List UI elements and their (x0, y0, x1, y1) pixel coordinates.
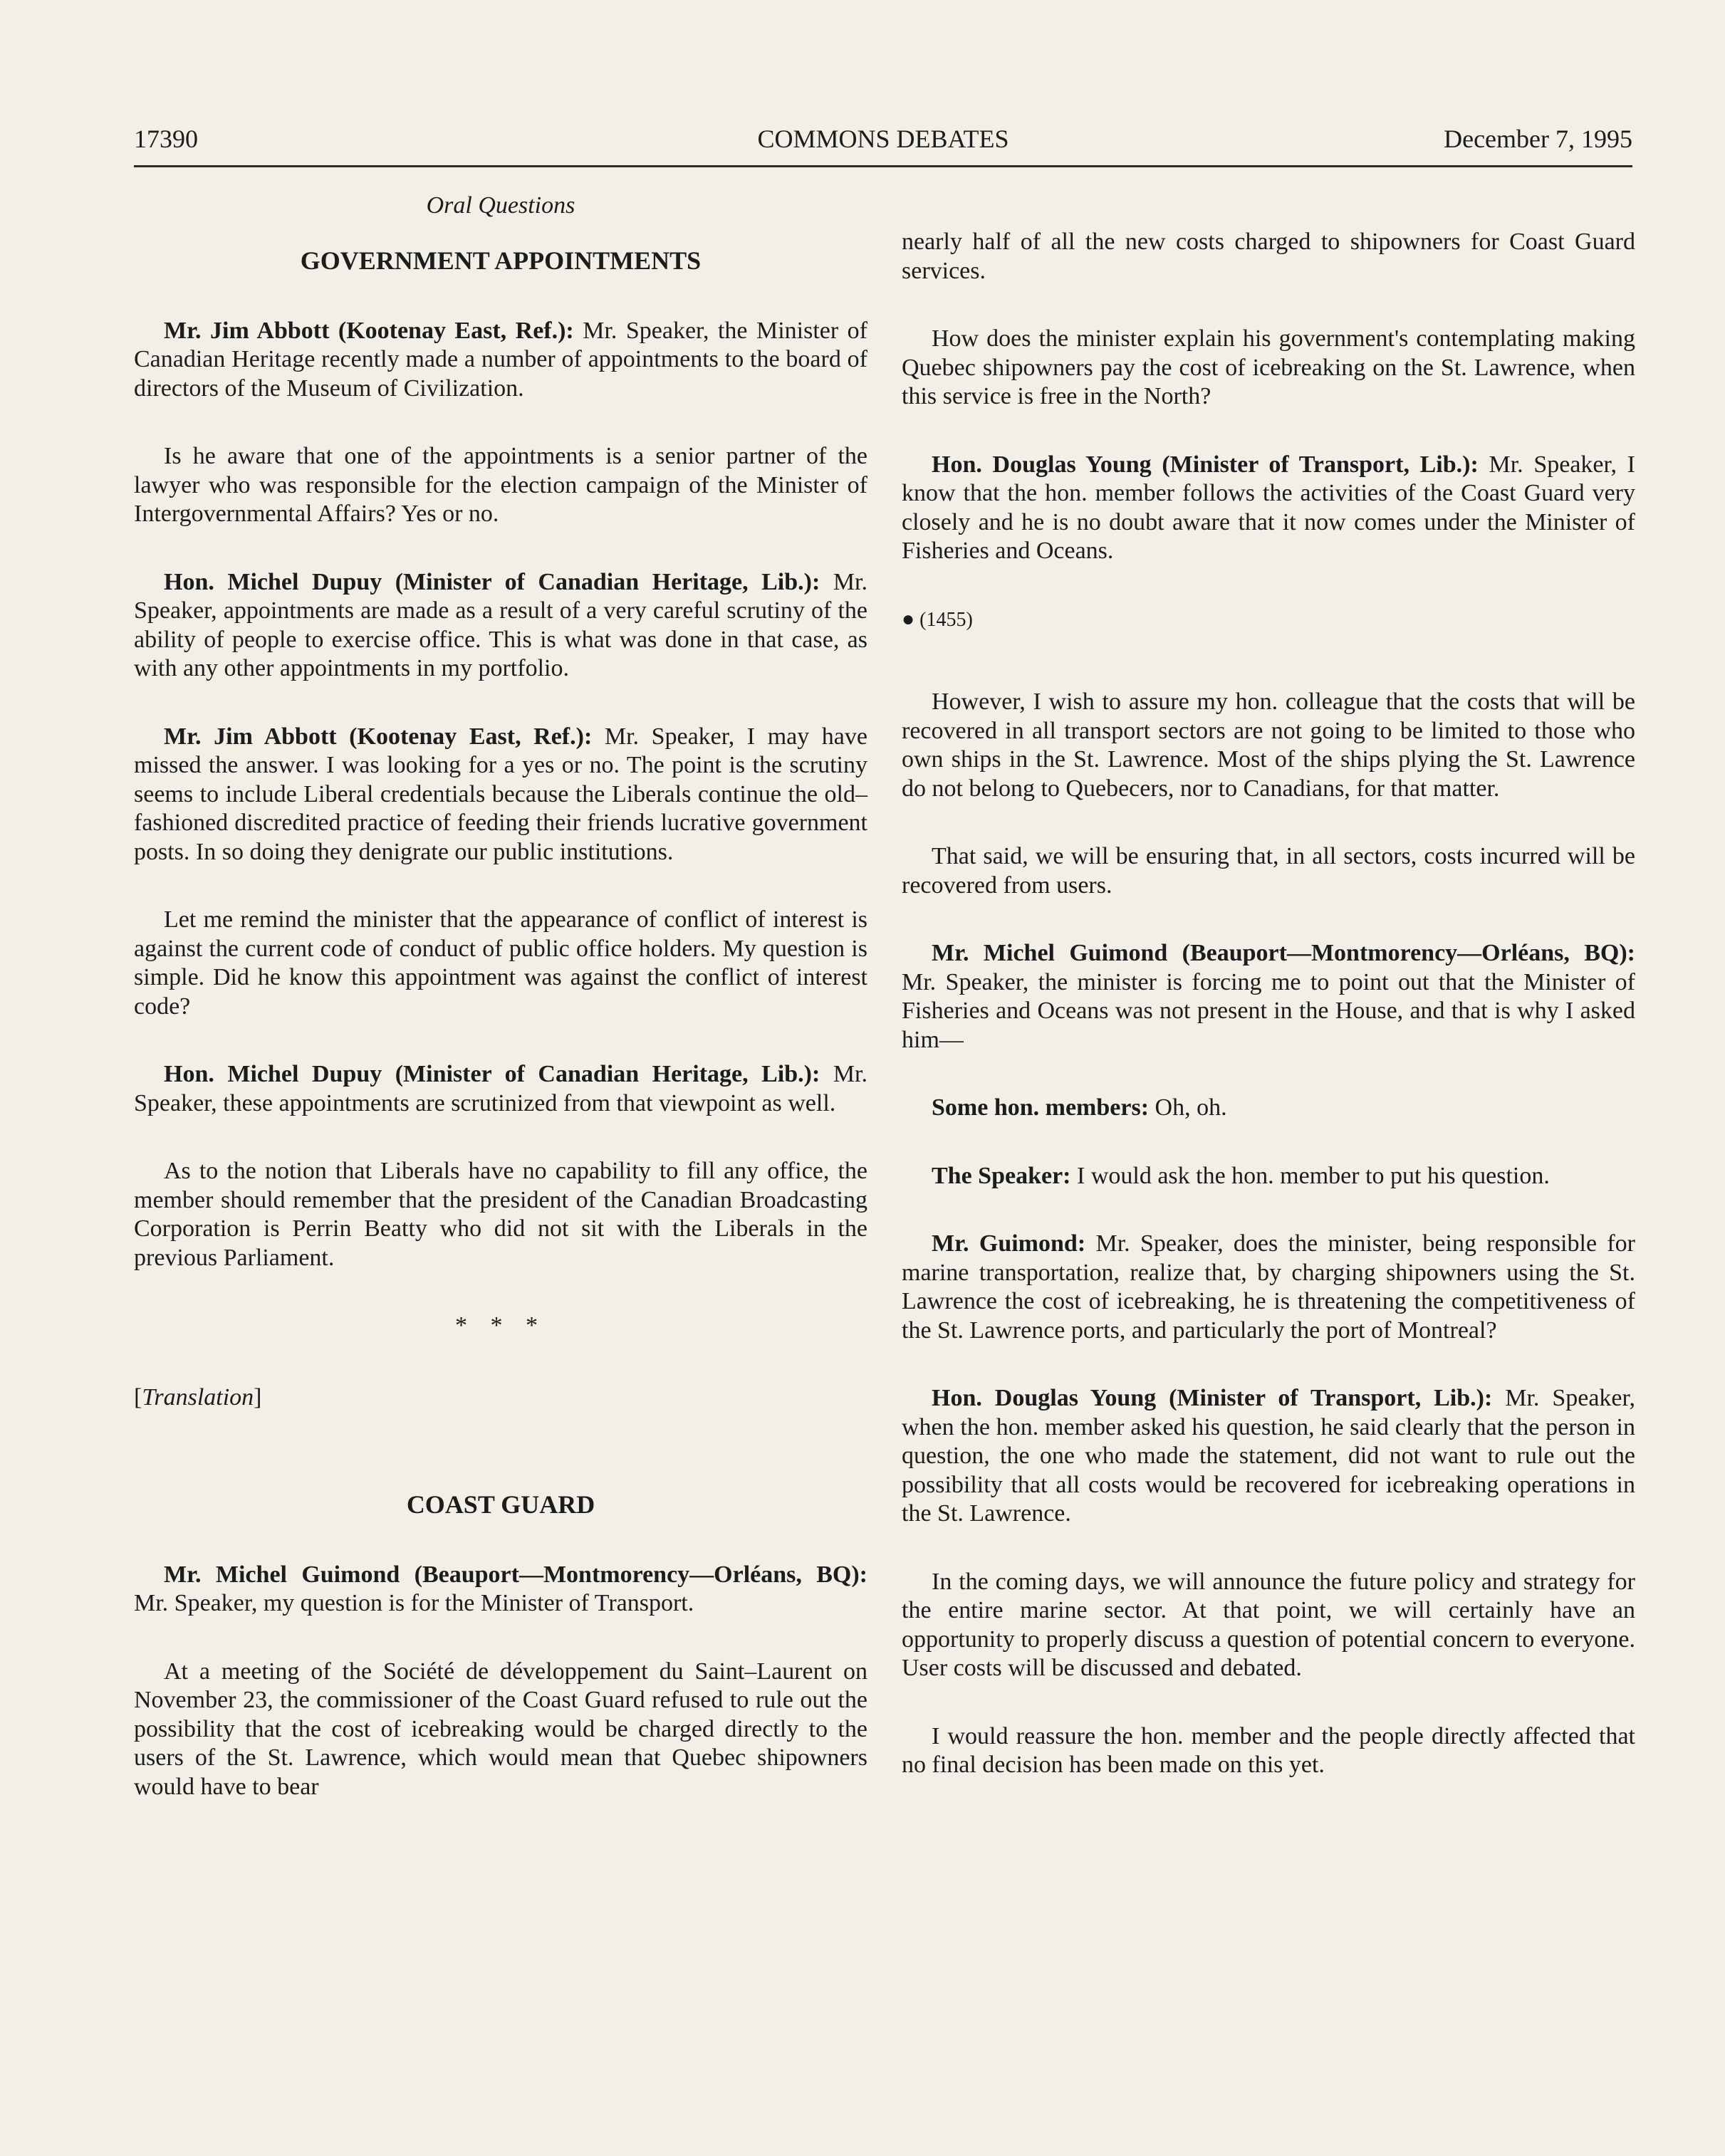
paragraph: Mr. Michel Guimond (Beauport—Montmorency—Orléans, BQ): Mr. Speaker, the minister is forcing me to point out that the Minister of Fisheries and Oceans was not present in the House, and that is why I asked him— (902, 940, 1635, 1053)
speaker-name: Mr. Michel Guimond (Beauport—Montmorency—Orléans, BQ): (932, 940, 1635, 966)
page-number: 17390 (134, 125, 198, 153)
speaker-name: Hon. Michel Dupuy (Minister of Canadian Heritage, Lib.): (164, 568, 820, 595)
speaker-name: Mr. Michel Guimond (Beauport—Montmorency—Orléans, BQ): (164, 1561, 867, 1588)
paragraph: nearly half of all the new costs charged to shipowners for Coast Guard services. (902, 229, 1635, 284)
publication-date: December 7, 1995 (1444, 125, 1632, 153)
paragraph: Is he aware that one of the appointments is a senior partner of the lawyer who was responsible for the election campaign of the Minister of Intergovernmental Affairs? Yes or no. (134, 443, 867, 527)
publication-title: COMMONS DEBATES (757, 125, 1009, 153)
translation-note: [Translation] (134, 1383, 262, 1411)
paragraph: Hon. Douglas Young (Minister of Transport, Lib.): Mr. Speaker, I know that the hon. member follows the activities of the Coast Guard very closely and he is no doubt aware that it now comes under the Minister of Fisheries and Oceans. (902, 451, 1635, 564)
speaker-name: Hon. Douglas Young (Minister of Transport, Lib.): (932, 451, 1479, 478)
paragraph: Mr. Jim Abbott (Kootenay East, Ref.): Mr. Speaker, I may have missed the answer. I was looking for a yes or no. The point is the scrutiny seems to include Liberal credentials because the Liberals continue the old–fashioned discredited practice of feeding their friends lucrative government posts. In so doing they denigrate our public institutions. (134, 723, 867, 865)
time-marker: ● (1455) (902, 607, 973, 631)
speaker-name: Mr. Jim Abbott (Kootenay East, Ref.): (164, 317, 574, 344)
speaker-name: Hon. Douglas Young (Minister of Transport, Lib.): (932, 1385, 1493, 1411)
paragraph: How does the minister explain his government's contemplating making Quebec shipowners pay the cost of icebreaking on the St. Lawrence, when this service is free in the North? (902, 325, 1635, 409)
speaker-name: Mr. Jim Abbott (Kootenay East, Ref.): (164, 723, 593, 750)
paragraph: Some hon. members: Oh, oh. (932, 1094, 1227, 1121)
speaker-name: Some hon. members: (932, 1094, 1150, 1121)
paragraph: Mr. Guimond: Mr. Speaker, does the minister, being responsible for marine transportation, realize that, by charging shipowners using the St. Lawrence the cost of icebreaking, he is threatening the competitiveness of the St. Lawrence ports, and particularly the port of Montreal? (902, 1230, 1636, 1344)
paragraph: Hon. Michel Dupuy (Minister of Canadian Heritage, Lib.): Mr. Speaker, these appointments are scrutinized from that viewpoint as well. (134, 1061, 867, 1116)
heading-coast-guard: COAST GUARD (406, 1490, 595, 1519)
section-divider-stars: * * * (455, 1312, 546, 1339)
page-header (134, 120, 1632, 167)
paragraph: However, I wish to assure my hon. colleague that the costs that will be recovered in all transport sectors are not going to be limited to those who own ships in the St. Lawrence. Most of the ships plying the St. Lawrence do not belong to Quebecers, nor to Canadians, for that matter. (902, 689, 1635, 802)
paragraph: Mr. Michel Guimond (Beauport—Montmorency—Orléans, BQ): Mr. Speaker, my question is for the Minister of Transport. (134, 1561, 867, 1616)
paragraph: That said, we will be ensuring that, in all sectors, costs incurred will be recovered from users. (902, 843, 1635, 899)
paragraph: I would reassure the hon. member and the people directly affected that no final decision has been made on this yet. (902, 1722, 1635, 1778)
speaker-name: Hon. Michel Dupuy (Minister of Canadian Heritage, Lib.): (164, 1061, 820, 1087)
left-column (134, 228, 867, 1841)
right-column (902, 228, 1635, 1819)
paragraph: Mr. Jim Abbott (Kootenay East, Ref.): Mr. Speaker, the Minister of Canadian Heritage recently made a number of appointments to the board of directors of the Museum of Civilization. (134, 317, 867, 402)
paragraph: Hon. Douglas Young (Minister of Transport, Lib.): Mr. Speaker, when the hon. member asked his question, he said clearly that the person in question, the one who made the statement, did not want to rule out the possibility that all costs would be recovered for icebreaking operations in the St. Lawrence. (902, 1385, 1635, 1527)
speaker-name: Mr. Guimond: (932, 1230, 1086, 1257)
bullet-icon: ● (902, 607, 915, 631)
paragraph: Hon. Michel Dupuy (Minister of Canadian Heritage, Lib.): Mr. Speaker, appointments are made as a result of a very careful scrutiny of the ability of people to exercise office. This is what was done in that case, as with any other appointments in my portfolio. (134, 568, 867, 681)
section-label: Oral Questions (426, 192, 575, 219)
paragraph: Let me remind the minister that the appearance of conflict of interest is against the current code of conduct of public office holders. My question is simple. Did he know this appointment was against the conflict of interest code? (134, 906, 867, 1020)
speaker-name: The Speaker: (932, 1162, 1071, 1189)
paragraph: The Speaker: I would ask the hon. member to put his question. (932, 1162, 1550, 1189)
paragraph: As to the notion that Liberals have no capability to fill any office, the member should remember that the president of the Canadian Broadcasting Corporation is Perrin Beatty who did not sit with the Liberals in the previous Parliament. (134, 1158, 867, 1271)
paragraph: At a meeting of the Société de développement du Saint–Laurent on November 23, the commissioner of the Coast Guard refused to rule out the possibility that the cost of icebreaking would be charged directly to the users of the St. Lawrence, which would mean that Quebec shipowners would have to bear (134, 1658, 867, 1800)
heading-government-appointments: GOVERNMENT APPOINTMENTS (300, 246, 702, 275)
paragraph: In the coming days, we will announce the future policy and strategy for the entire marine sector. At that point, we will certainly have an opportunity to properly discuss a question of potential concern to everyone. User costs will be discussed and debated. (902, 1568, 1635, 1681)
